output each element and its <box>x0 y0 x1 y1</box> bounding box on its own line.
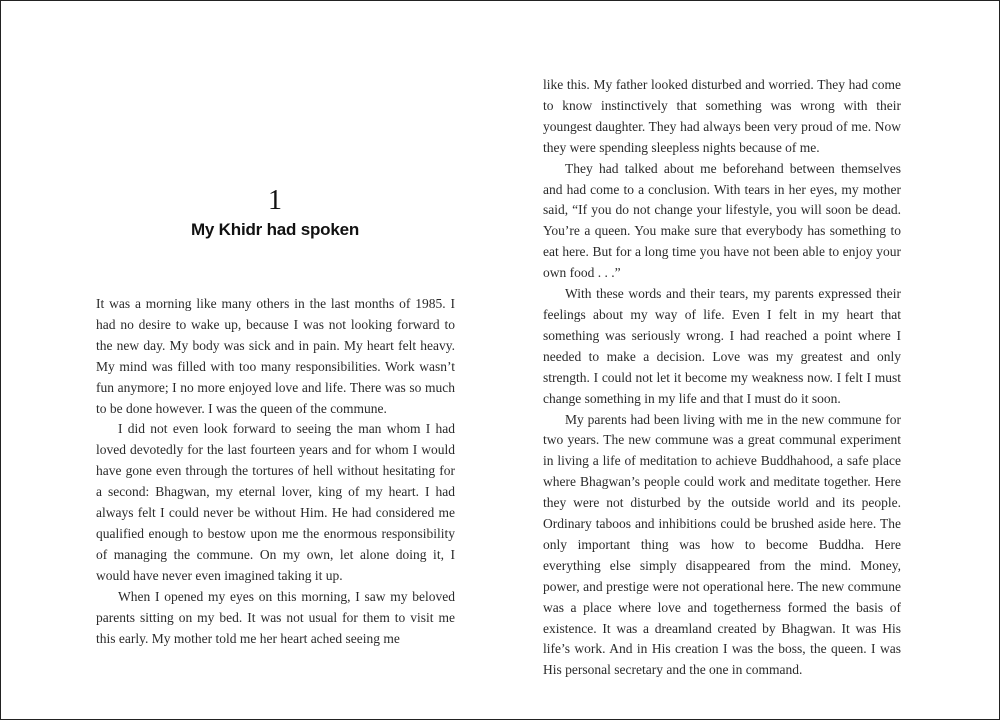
right-page <box>500 1 999 719</box>
chapter-number: 1 <box>268 185 282 216</box>
paragraph: like this. My father looked disturbed and worried. They had come to know instinctively that something was wrong with their youngest daughter. They had always been very proud of me. Now they were spending sleepless nights because of me. <box>543 77 901 155</box>
paragraph: They had talked about me beforehand between themselves and had come to a conclusion. With tears in her eyes, my mother said, “If you do not change your lifestyle, you will soon be dead. You’re a queen. You make sure that everybody has something to eat here. But for a long time you have not been able to enjoy your own food . . .” <box>543 160 901 281</box>
left-page-body <box>96 294 455 649</box>
paragraph: With these words and their tears, my parents expressed their feelings about my way of life. Even I felt in my heart that something was seriously wrong. I had reached a point where I needed to make a decision. Love was my greatest and only strength. I could not let it become my weakness now. I felt I must change something in my life and that I must do it soon. <box>543 286 901 406</box>
right-page-body <box>543 75 901 681</box>
left-page <box>1 1 500 719</box>
paragraph: My parents had been living with me in the new commune for two years. The new commune was a great communal experiment in living a life of meditation to achieve Buddhahood, a safe place where Bhagwan’s people could work and meditate together. Here they were not disturbed by the outside world and its people. Ordinary taboos and inhibitions could be brushed aside here. The only important thing was how to become Buddha. Here everything else simply disappeared from the mind. Money, power, and prestige were not operational here. The new commune was a place where love and togetherness formed the basis of existence. It was a dreamland created by Bhagwan. It was His life’s work. And in His creation I was the boss, the queen. I was His personal secretary and the one in command. <box>543 411 901 678</box>
paragraph: I did not even look forward to seeing the man whom I had loved devotedly for the last fourteen years and for whom I would have gone even through the tortures of hell without hesitating for a second: Bhagwan, my eternal lover, king of my heart. I had always felt I could never be without Him. He had considered me qualified enough to bestow upon me the enormous responsibility of managing the commune. On my own, let alone doing it, I would have never even imagined taking it up. <box>96 421 455 583</box>
chapter-title: My Khidr had spoken <box>190 220 360 239</box>
paragraph: It was a morning like many others in the last months of 1985. I had no desire to wake up, because I was not looking forward to the new day. My body was sick and in pain. My heart felt heavy. My mind was filled with too many responsibilities. Work wasn’t fun anymore; I no more enjoyed love and life. There was so much to be done however. I was the queen of the commune. <box>96 296 455 416</box>
paragraph: When I opened my eyes on this morning, I saw my beloved parents sitting on my bed. It was not usual for them to visit me this early. My mother told me her heart ached seeing me <box>96 588 455 646</box>
